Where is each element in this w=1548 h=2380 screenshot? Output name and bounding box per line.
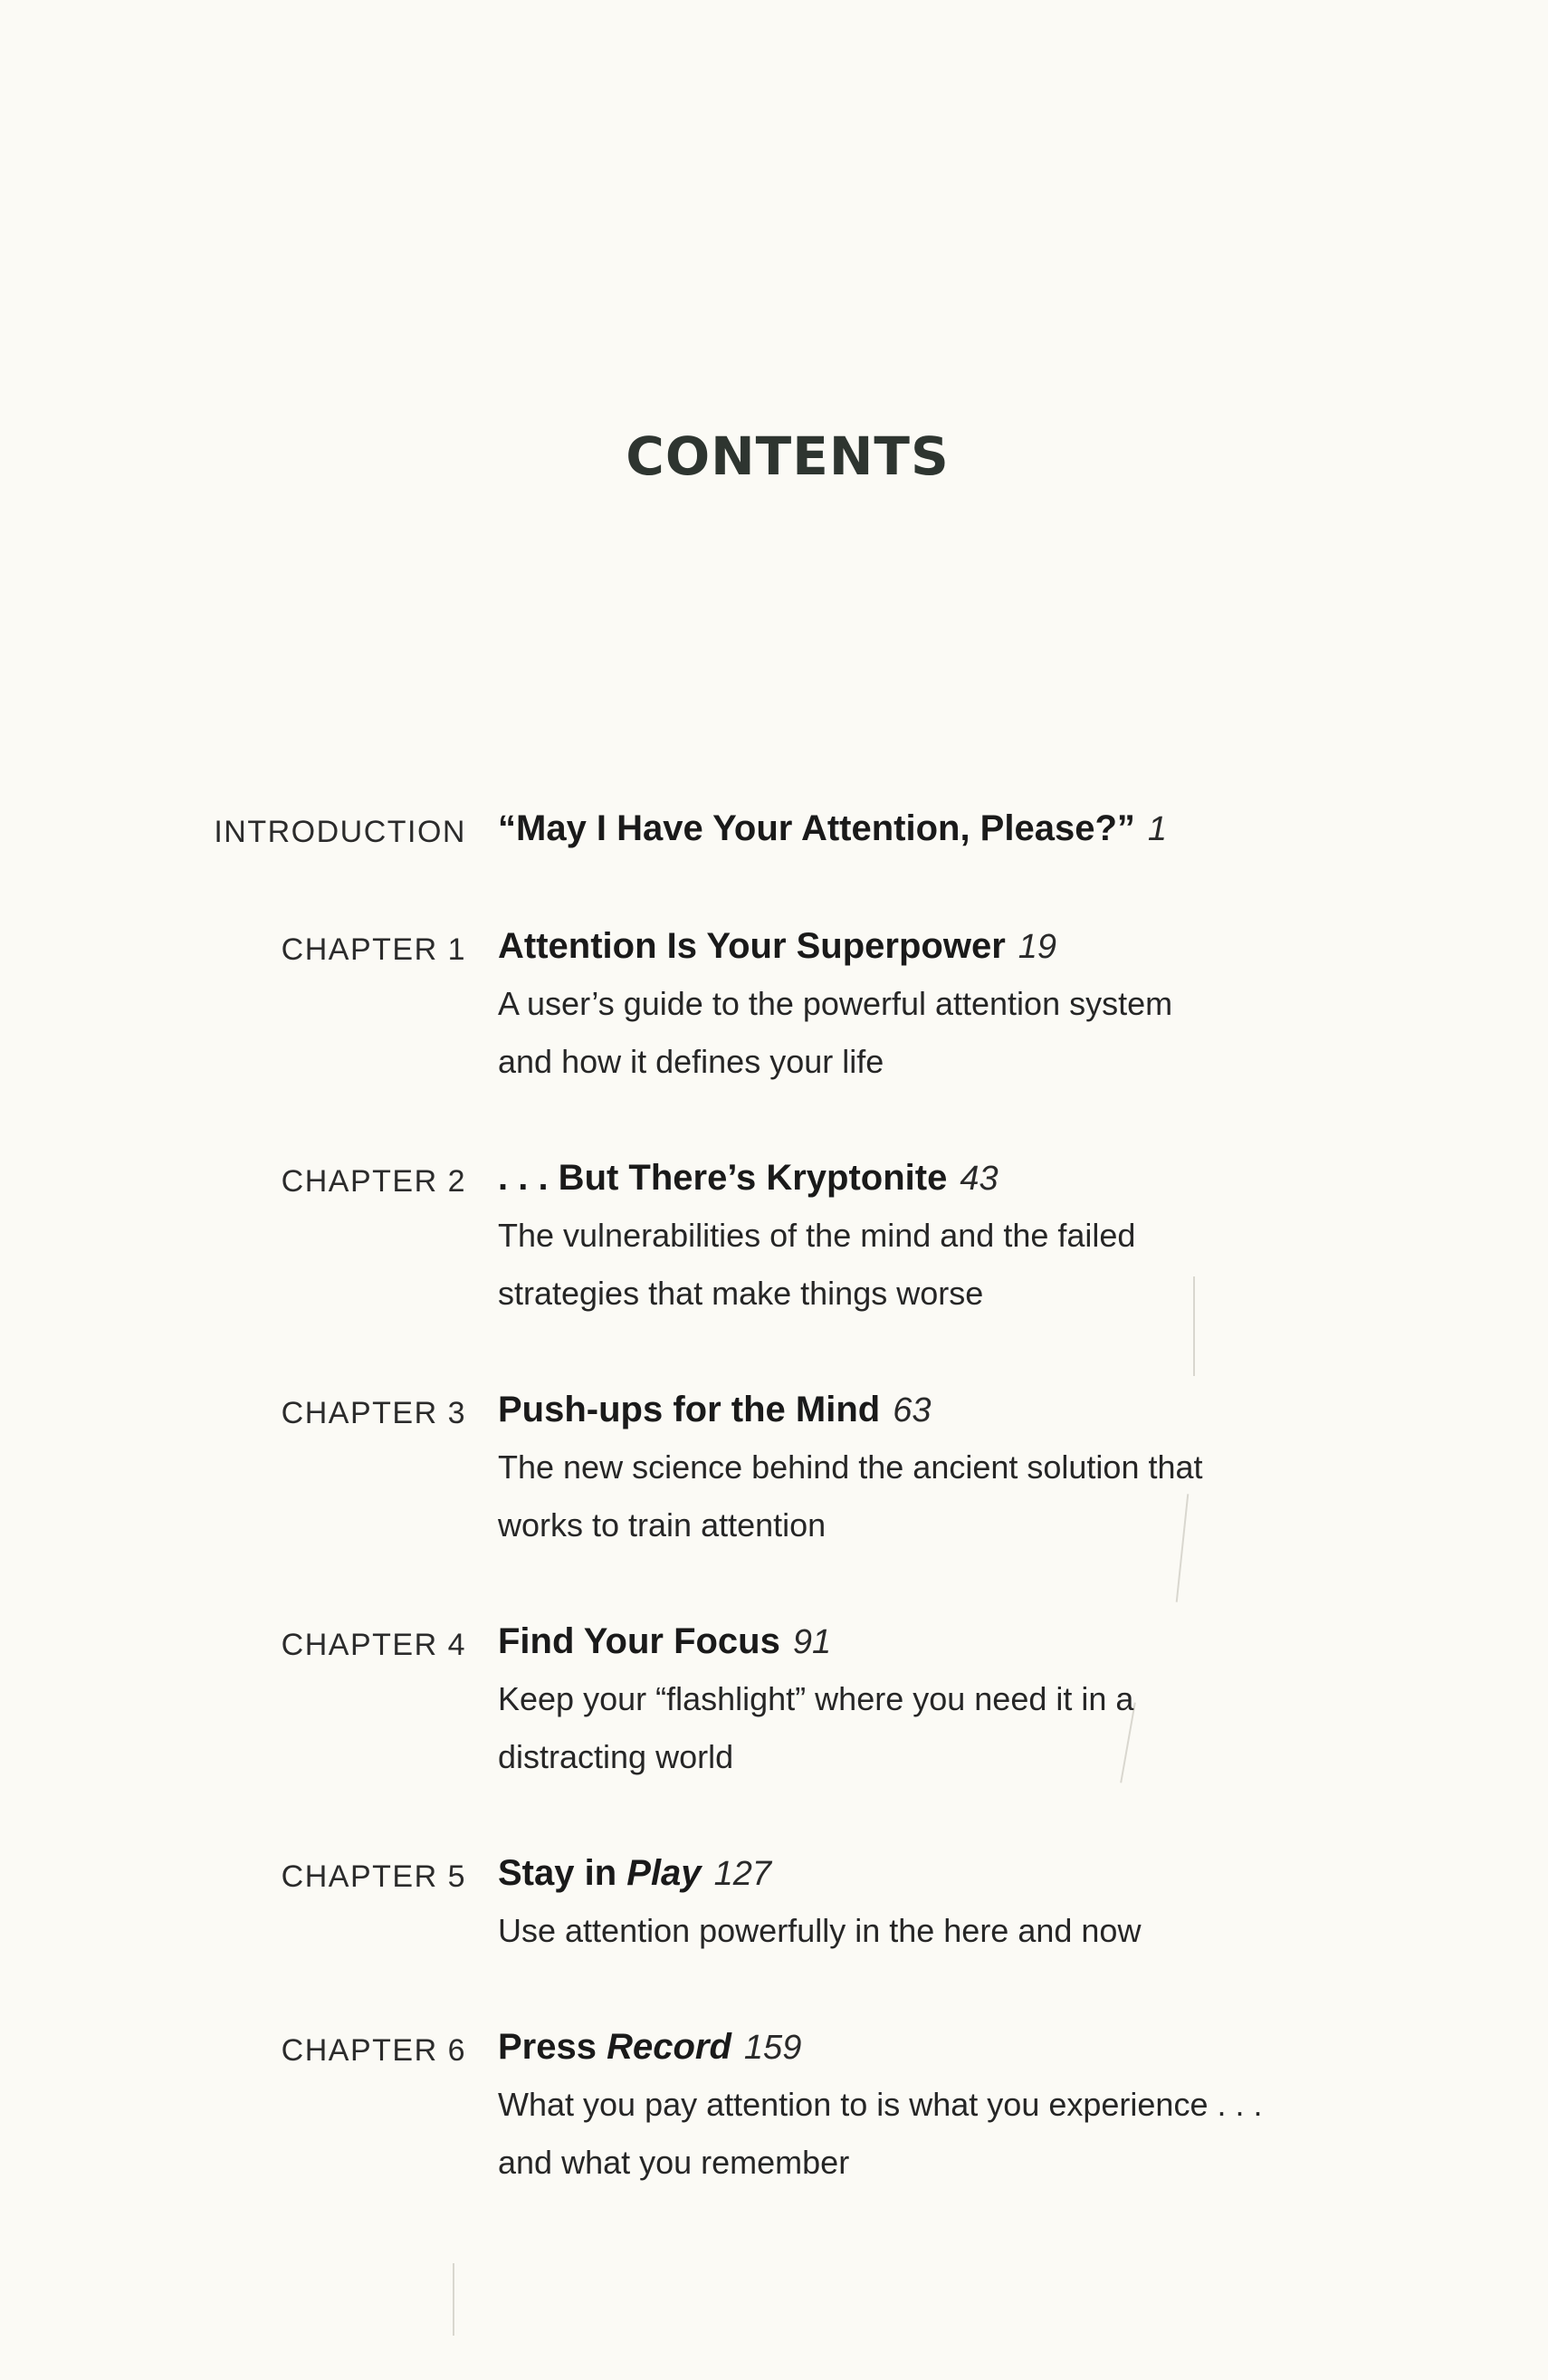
entry-title: [498, 1615, 1403, 1668]
entry-title-text: Press: [498, 2027, 607, 2067]
entry-title: [498, 802, 1403, 855]
entry-body: [498, 2021, 1403, 2192]
entry-description: [498, 975, 1403, 1091]
entry-description: [498, 1207, 1403, 1323]
description-line: What you pay attention to is what you experience . . .: [498, 2086, 1263, 2123]
entry-page-number: 63: [893, 1391, 932, 1429]
description-line: Use attention powerfully in the here and now: [498, 1912, 1142, 1949]
entry-body: [498, 1615, 1403, 1786]
entry-title-text: Stay in: [498, 1853, 627, 1893]
entry-label: CHAPTER 1: [281, 932, 466, 967]
entry-title-text: “May I Have Your Attention, Please?”: [498, 808, 1135, 848]
entry-title-italic: Record: [607, 2027, 731, 2067]
entry-title-text: Attention Is Your Superpower: [498, 926, 1006, 966]
entry-body: [498, 1152, 1403, 1323]
description-line: works to train attention: [498, 1506, 827, 1544]
entry-body: [498, 1383, 1403, 1554]
entry-label: CHAPTER 6: [281, 2033, 466, 2068]
entry-body: [498, 920, 1403, 1091]
entry-body: [498, 802, 1403, 855]
entry-page-number: 159: [743, 2029, 802, 2067]
description-line: Keep your “flashlight” where you need it in a: [498, 1680, 1134, 1717]
entry-body: [498, 1847, 1403, 1960]
entry-title-text: Find Your Focus: [498, 1621, 780, 1661]
entry-title-text: Push-ups for the Mind: [498, 1390, 881, 1429]
entry-description: [498, 1902, 1403, 1960]
entry-title-text: . . . But There’s Kryptonite: [498, 1158, 948, 1198]
description-line: The new science behind the ancient solution that: [498, 1448, 1203, 1486]
description-line: distracting world: [498, 1738, 734, 1775]
entry-description: [498, 1670, 1403, 1786]
description-line: The vulnerabilities of the mind and the failed: [498, 1217, 1136, 1254]
entry-label: CHAPTER 4: [281, 1628, 466, 1662]
entry-label: CHAPTER 2: [281, 1164, 466, 1199]
entry-page-number: 19: [1018, 928, 1057, 966]
description-line: strategies that make things worse: [498, 1275, 984, 1312]
entry-title: [498, 920, 1403, 973]
description-line: and how it defines your life: [498, 1043, 884, 1080]
entry-page-number: 91: [792, 1623, 832, 1661]
description-line: A user’s guide to the powerful attention system: [498, 985, 1173, 1022]
entry-page-number: 127: [713, 1855, 771, 1893]
entry-title-italic: Play: [626, 1853, 702, 1893]
description-line: and what you remember: [498, 2144, 850, 2181]
entry-page-number: 43: [960, 1160, 999, 1198]
entry-title: [498, 1847, 1403, 1900]
scan-artifact: [453, 2263, 454, 2336]
entry-label: CHAPTER 5: [281, 1859, 466, 1894]
entry-description: [498, 2076, 1403, 2192]
entry-title: [498, 1383, 1403, 1437]
entry-title: [498, 1152, 1403, 1205]
entry-description: [498, 1439, 1403, 1554]
entry-label: CHAPTER 3: [281, 1396, 466, 1430]
entry-title: [498, 2021, 1403, 2074]
entry-label: INTRODUCTION: [214, 815, 466, 849]
page-title: CONTENTS: [626, 425, 950, 487]
entry-page-number: 1: [1147, 810, 1168, 848]
